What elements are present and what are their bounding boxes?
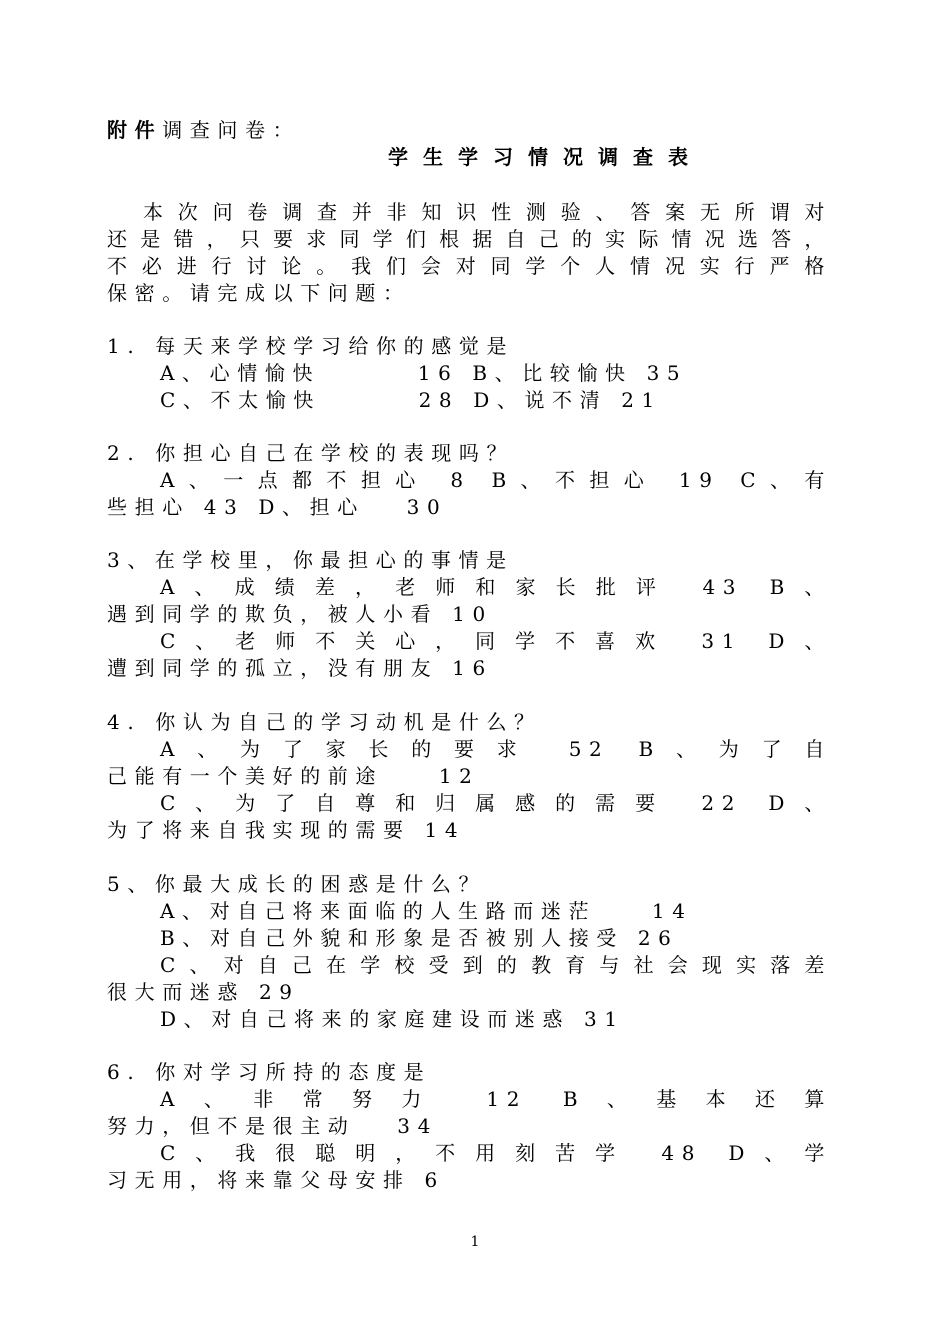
question-4: 4. 你认为自己的学习动机是什么？ <box>107 710 542 734</box>
intro-line: 保密。请完成以下问题： <box>107 281 411 305</box>
intro-line: 本次问卷调查并非知识性测验、答案无所谓对 <box>143 200 832 224</box>
answer-line: B、对自己外貌和形象是否被别人接受 26 <box>160 926 679 950</box>
answer-line: 己能有一个美好的前途 12 <box>107 764 480 788</box>
question-5: 5、你最大成长的困惑是什么？ <box>107 872 487 896</box>
answer-line: 很大而迷惑 29 <box>107 980 300 1004</box>
answer-line: A、一点都不担心 8 B、不担心 19 C、有 <box>160 468 832 492</box>
answer-line: 遇到同学的欺负，被人小看 10 <box>107 602 493 626</box>
attachment-header <box>107 117 832 144</box>
questionnaire-label: 调查问卷： <box>162 118 301 142</box>
intro-line: 不必进行讨论。我们会对同学个人情况实行严格 <box>107 254 832 278</box>
answer-line: A、为了家长的要求 52 B、为了自 <box>160 737 832 761</box>
answer-line: C、我很聪明，不用刻苦学 48 D、学 <box>160 1141 832 1165</box>
question-1: 1. 每天来学校学习给你的感觉是 <box>107 334 515 358</box>
answer-line: D、对自己将来的家庭建设而迷惑 31 <box>160 1007 625 1031</box>
answer-line: 些担心 43 D、担心 30 <box>107 495 448 519</box>
answer-line: C、对自己在学校受到的教育与社会现实落差 <box>160 953 832 977</box>
answer-line: A、对自己将来面临的人生路而迷茫 14 <box>160 899 693 923</box>
answer-line: C、为了自尊和归属感的需要 22 D、 <box>160 791 832 815</box>
answer-line: 习无用，将来靠父母安排 6 <box>107 1168 445 1192</box>
answer-line: 遭到同学的孤立，没有朋友 16 <box>107 656 493 680</box>
intro-line: 还是错，只要求同学们根据自己的实际情况选答， <box>107 227 832 251</box>
answer-line: 为了将来自我实现的需要 14 <box>107 818 466 842</box>
question-2: 2. 你担心自己在学校的表现吗？ <box>107 441 515 465</box>
answer-line: A、非常努力 12 B、基本还算 <box>160 1087 832 1111</box>
attachment-label: 附件 <box>107 118 163 142</box>
question-3: 3、在学校里，你最担心的事情是 <box>107 548 514 572</box>
answer-line: A、心情愉快 16 B、比较愉快 35 <box>160 361 688 385</box>
answer-line: C、老师不关心，同学不喜欢 31 D、 <box>160 629 832 653</box>
page-number: 1 <box>470 1234 480 1250</box>
question-6: 6. 你对学习所持的态度是 <box>107 1060 432 1084</box>
answer-line: A、成绩差，老师和家长批评 43 B、 <box>160 575 832 599</box>
answer-line: C、不太愉快 28 D、说不清 21 <box>160 388 662 412</box>
answer-line: 努力，但不是很主动 34 <box>107 1114 438 1138</box>
page-title: 学生学习情况调查表 <box>388 145 703 169</box>
